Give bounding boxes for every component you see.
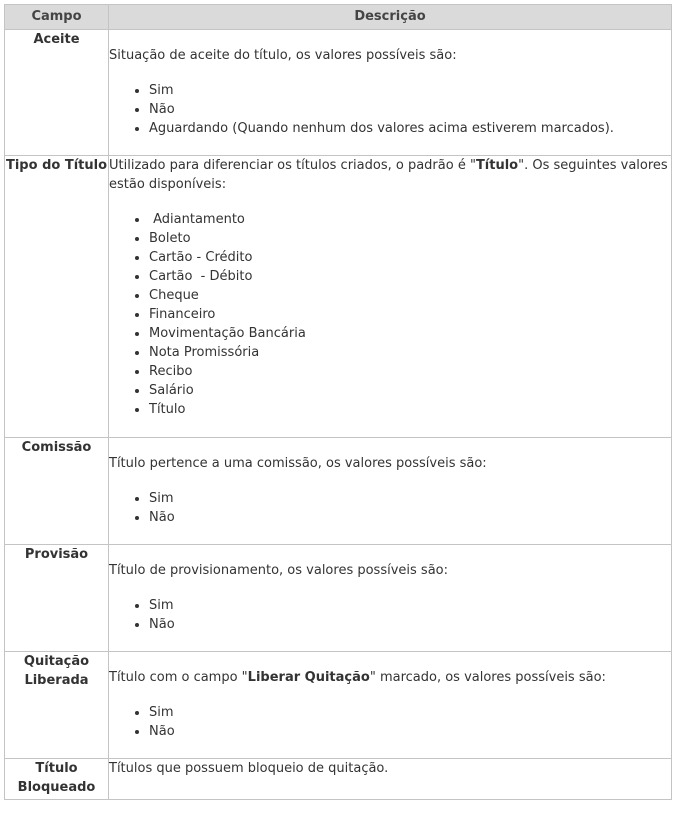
field-name: Aceite xyxy=(5,30,109,156)
values-list xyxy=(109,596,671,634)
fields-table xyxy=(4,4,672,800)
field-description xyxy=(109,545,672,652)
field-description xyxy=(109,652,672,759)
table-row xyxy=(5,545,672,652)
table-row xyxy=(5,30,672,156)
description-post: " marcado, os valores possíveis são: xyxy=(369,670,606,685)
table-row xyxy=(5,156,672,438)
description-text xyxy=(109,156,671,194)
description-pre: Utilizado para diferenciar os títulos criados, o padrão é " xyxy=(109,158,476,173)
list-item: • Salário xyxy=(149,381,671,400)
list-item: • Cartão - Débito xyxy=(149,267,671,286)
field-name: Comissão xyxy=(5,438,109,545)
list-item: • Sim xyxy=(149,596,671,615)
list-item: • Financeiro xyxy=(149,305,671,324)
description-text xyxy=(109,668,671,687)
list-item: • Não xyxy=(149,615,671,634)
list-item: • Sim xyxy=(149,703,671,722)
field-description xyxy=(109,438,672,545)
description-bold: Título xyxy=(475,158,519,173)
description-bold: Liberar Quitação xyxy=(247,670,370,685)
description-post: ". Os seguintes valores estão disponíveis: xyxy=(109,158,668,192)
description-text: Título de provisionamento, os valores possíveis são: xyxy=(109,563,448,578)
list-item: • Nota Promissória xyxy=(149,343,671,362)
field-description xyxy=(109,156,672,438)
header-descricao: Descrição xyxy=(109,5,672,30)
list-item: • Cartão - Crédito xyxy=(149,248,671,267)
description-text: Situação de aceite do título, os valores possíveis são: xyxy=(109,48,457,63)
list-item: • Boleto xyxy=(149,229,671,248)
field-description xyxy=(109,30,672,156)
list-item: • Não xyxy=(149,508,671,527)
list-item: • Recibo xyxy=(149,362,671,381)
list-item: • Aguardando (Quando nenhum dos valores acima estiverem marcados). xyxy=(149,119,671,138)
list-item: • Adiantamento xyxy=(149,210,671,229)
description-pre: Título com o campo " xyxy=(109,670,248,685)
table-row xyxy=(5,652,672,759)
list-item: • Movimentação Bancária xyxy=(149,324,671,343)
field-name: Provisão xyxy=(5,545,109,652)
description-text: Título pertence a uma comissão, os valores possíveis são: xyxy=(109,456,487,471)
values-list xyxy=(109,81,671,138)
values-list xyxy=(109,489,671,527)
field-name: Quitação Liberada xyxy=(5,652,109,759)
list-item: • Sim xyxy=(149,489,671,508)
list-item: • Título xyxy=(149,400,671,419)
table-header-row xyxy=(5,5,672,30)
values-list xyxy=(109,210,671,419)
list-item: • Sim xyxy=(149,81,671,100)
field-name: Título Bloqueado xyxy=(5,759,109,800)
list-item: • Cheque xyxy=(149,286,671,305)
header-campo: Campo xyxy=(5,5,109,30)
field-description xyxy=(109,759,672,800)
list-item: • Não xyxy=(149,100,671,119)
field-name: Tipo do Título xyxy=(5,156,109,438)
description-text: Títulos que possuem bloqueio de quitação. xyxy=(109,761,389,776)
list-item: • Não xyxy=(149,722,671,741)
table-row xyxy=(5,438,672,545)
table-row xyxy=(5,759,672,800)
values-list xyxy=(109,703,671,741)
